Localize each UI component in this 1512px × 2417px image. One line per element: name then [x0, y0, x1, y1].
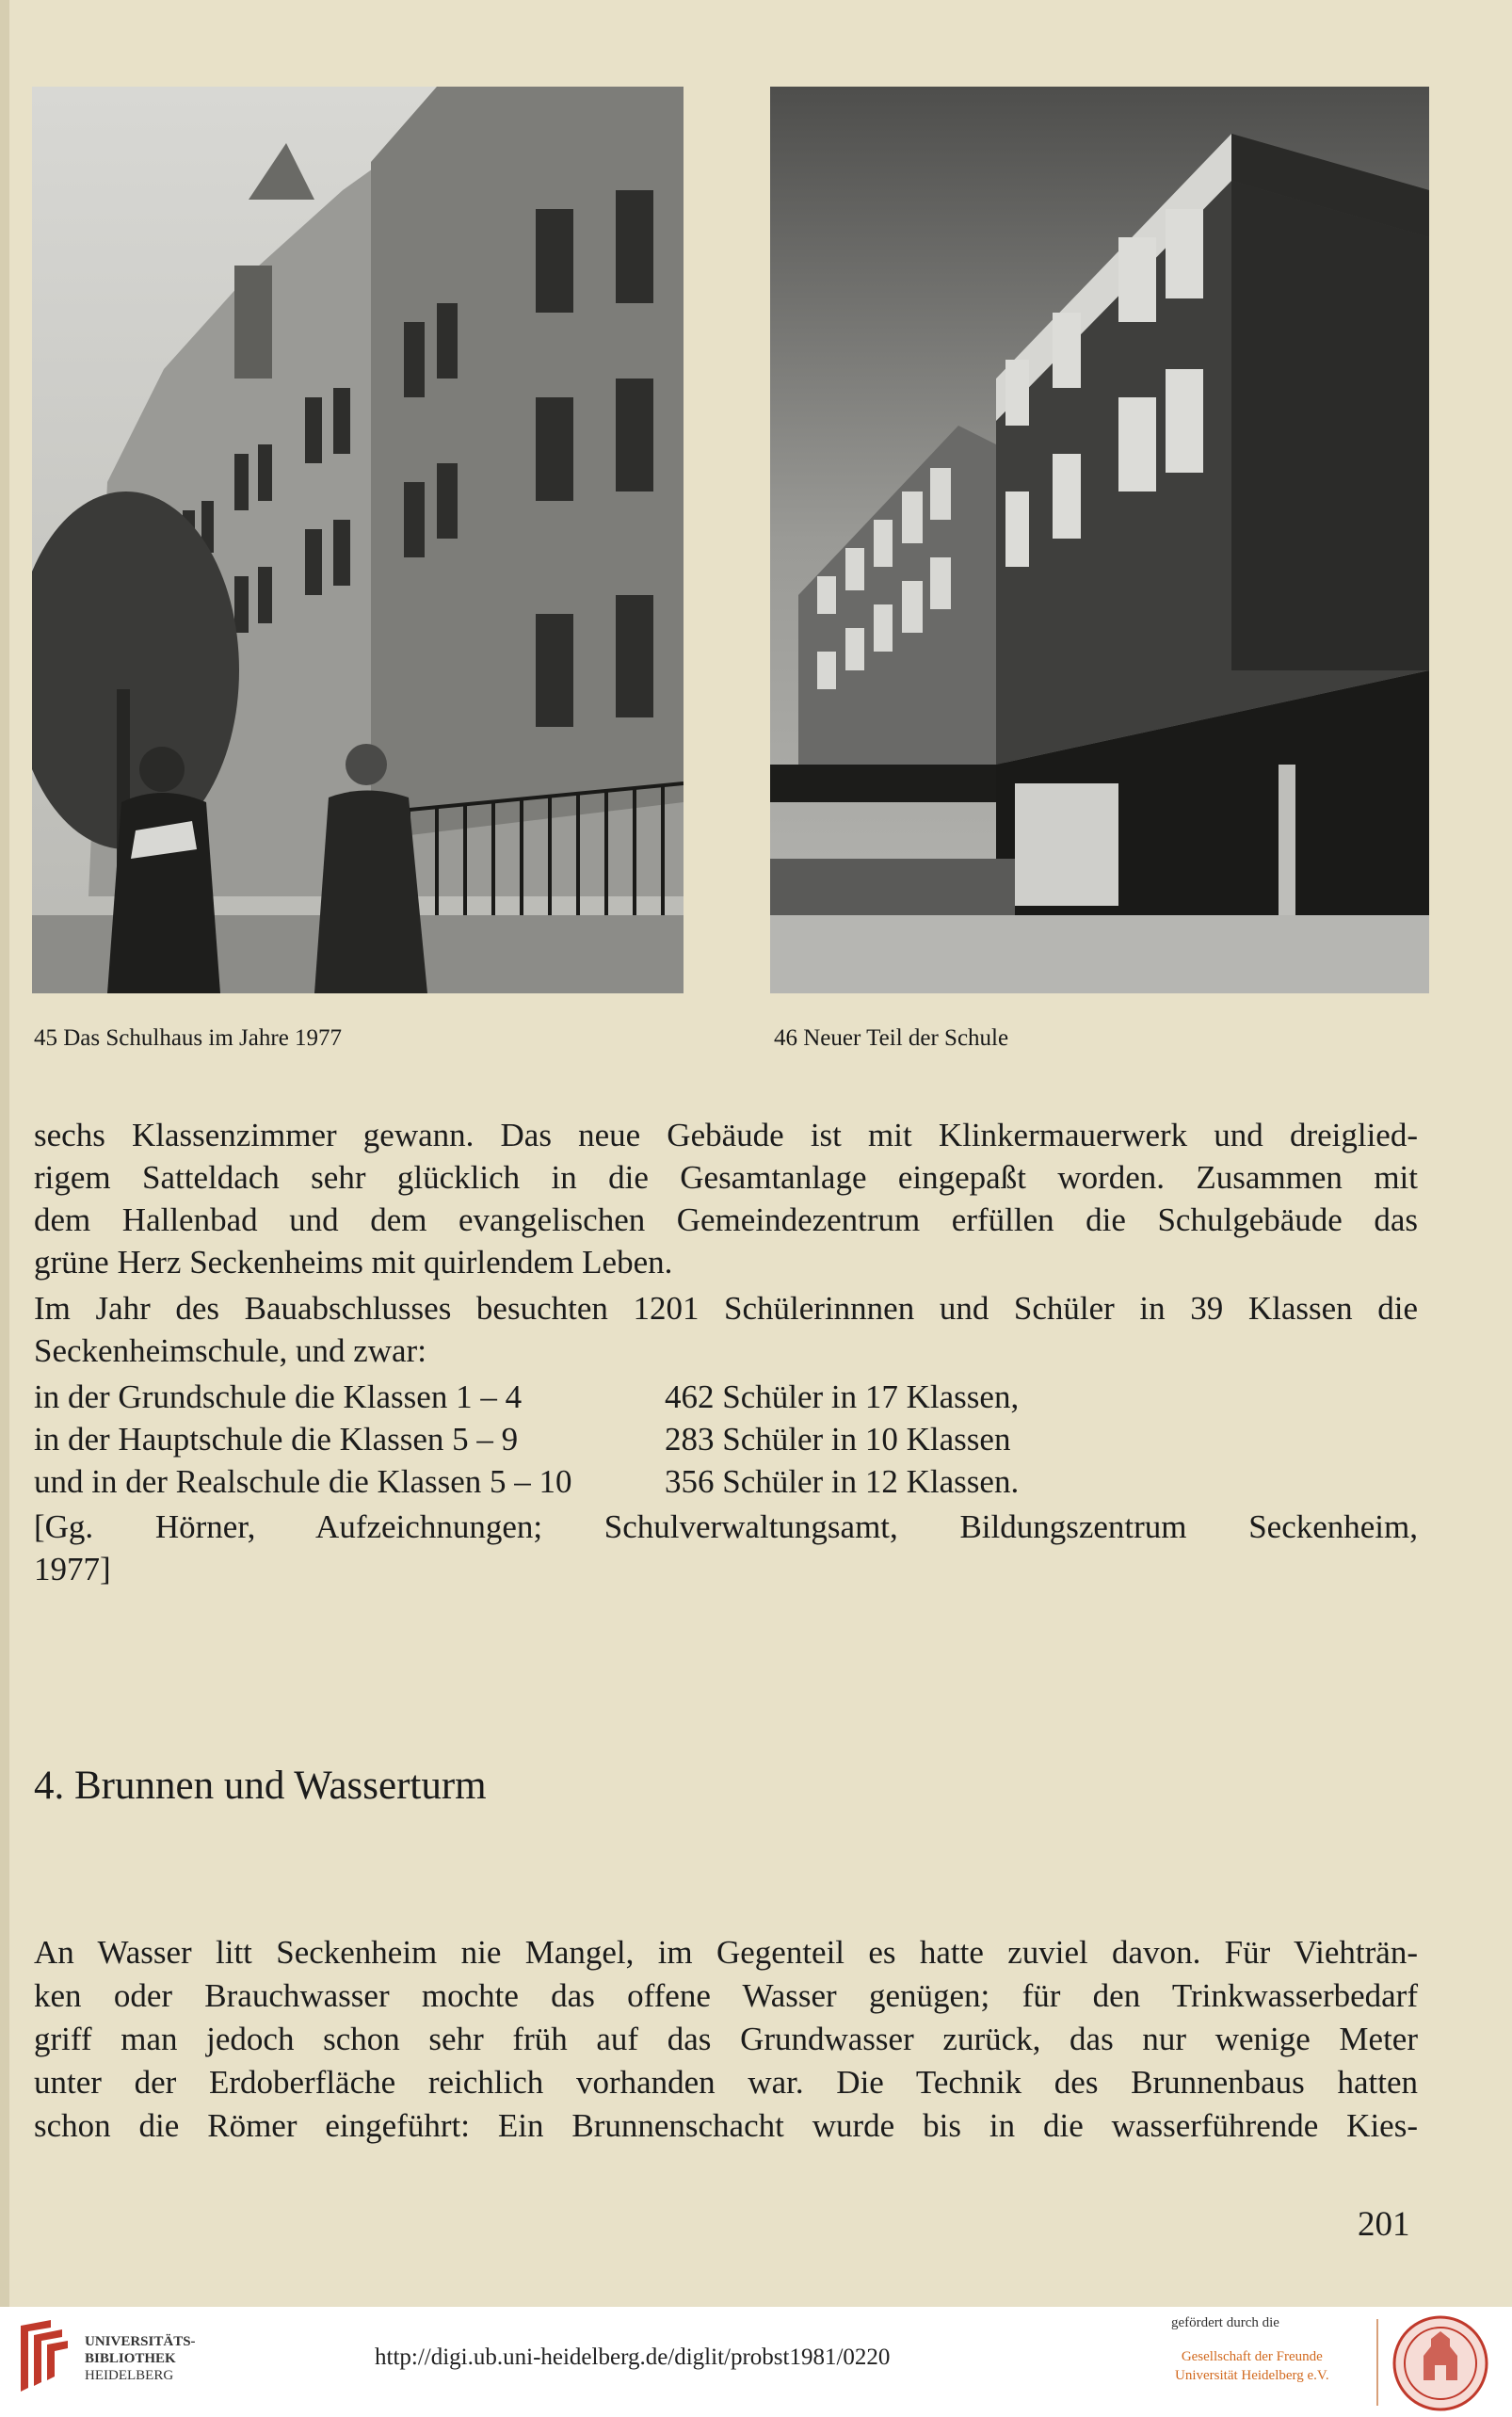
text-line: [Gg. Hörner, Aufzeichnungen; Schulverwaltungsamt, Bildungszentrum Seckenheim, — [34, 1508, 1418, 1545]
society-name-line: Universität Heidelberg e.V. — [1175, 2368, 1329, 2383]
school-cell: in der Hauptschule die Klassen 5 – 9 — [34, 1421, 519, 1458]
count-cell: 462 Schüler in 17 Klassen, — [665, 1378, 1020, 1415]
table-row — [34, 1460, 1418, 1503]
old-school-building-image — [32, 87, 684, 993]
text-line: An Wasser litt Seckenheim nie Mangel, im Gegenteil es hatte zuviel davon. Für Viehträn- — [34, 1934, 1418, 1971]
source-note — [34, 1506, 1418, 1590]
library-name-line: BIBLIOTHEK — [85, 2351, 176, 2366]
text-line: Seckenheimschule, und zwar: — [34, 1332, 426, 1369]
photo-caption-45: 45 Das Schulhaus im Jahre 1977 — [34, 1025, 343, 1051]
new-school-section-image — [770, 87, 1429, 993]
society-name — [1175, 2347, 1329, 2385]
school-cell: und in der Realschule die Klassen 5 – 10 — [34, 1463, 572, 1500]
text-line: Im Jahr des Bauabschlusses besuchten 1201 Schülerinnnen und Schüler in 39 Klassen die — [34, 1290, 1418, 1327]
digital-library-url[interactable]: http://digi.ub.uni-heidelberg.de/diglit/probst1981/0220 — [375, 2344, 891, 2370]
count-cell: 356 Schüler in 12 Klassen. — [665, 1463, 1020, 1500]
text-line: schon die Römer eingeführt: Ein Brunnenschacht wurde bis in die wasserführende Kies- — [34, 2107, 1418, 2144]
school-enrollment-table — [34, 1376, 1418, 1503]
photo-old-school-building — [32, 87, 684, 993]
text-line: ken oder Brauchwasser mochte das offene Wasser genügen; für den Trinkwasserbedarf — [34, 1977, 1418, 2014]
library-name — [85, 2333, 196, 2384]
library-name-line: UNIVERSITÄTS- — [85, 2334, 196, 2349]
photo-caption-46: 46 Neuer Teil der Schule — [774, 1025, 1009, 1051]
paragraph-water-supply — [34, 1931, 1418, 2148]
text-line: sechs Klassenzimmer gewann. Das neue Gebäude ist mit Klinkermauerwerk und dreiglied- — [34, 1117, 1418, 1153]
text-line: rigem Satteldach sehr glücklich in die Gesamtanlage eingepaßt worden. Zusammen mit — [34, 1159, 1418, 1196]
footer-divider — [1376, 2319, 1378, 2406]
text-line: dem Hallenbad und dem evangelischen Gemeindezentrum erfüllen die Schulgebäude das — [34, 1201, 1418, 1238]
text-line: 1977] — [34, 1551, 111, 1587]
table-row — [34, 1418, 1418, 1460]
page-number: 201 — [1358, 2205, 1410, 2244]
count-cell: 283 Schüler in 10 Klassen — [665, 1421, 1011, 1458]
text-line: griff man jedoch schon sehr früh auf das Grundwasser zurück, das nur wenige Meter — [34, 2021, 1418, 2057]
text-line: unter der Erdoberfläche reichlich vorhanden war. Die Technik des Brunnenbaus hatten — [34, 2064, 1418, 2101]
photo-new-school-section — [770, 87, 1429, 993]
society-name-line: Gesellschaft der Freunde — [1181, 2349, 1323, 2364]
library-logo-icon — [13, 2316, 72, 2397]
table-row — [34, 1376, 1418, 1418]
funded-by-label: gefördert durch die — [1171, 2315, 1279, 2330]
section-heading: 4. Brunnen und Wasserturm — [34, 1764, 487, 1808]
school-cell: in der Grundschule die Klassen 1 – 4 — [34, 1378, 523, 1415]
university-seal-icon — [1391, 2314, 1489, 2412]
paragraph-student-count — [34, 1287, 1418, 1372]
text-line: grüne Herz Seckenheims mit quirlendem Leben. — [34, 1244, 673, 1281]
library-name-line: HEIDELBERG — [85, 2368, 174, 2383]
paragraph-new-building — [34, 1114, 1418, 1283]
